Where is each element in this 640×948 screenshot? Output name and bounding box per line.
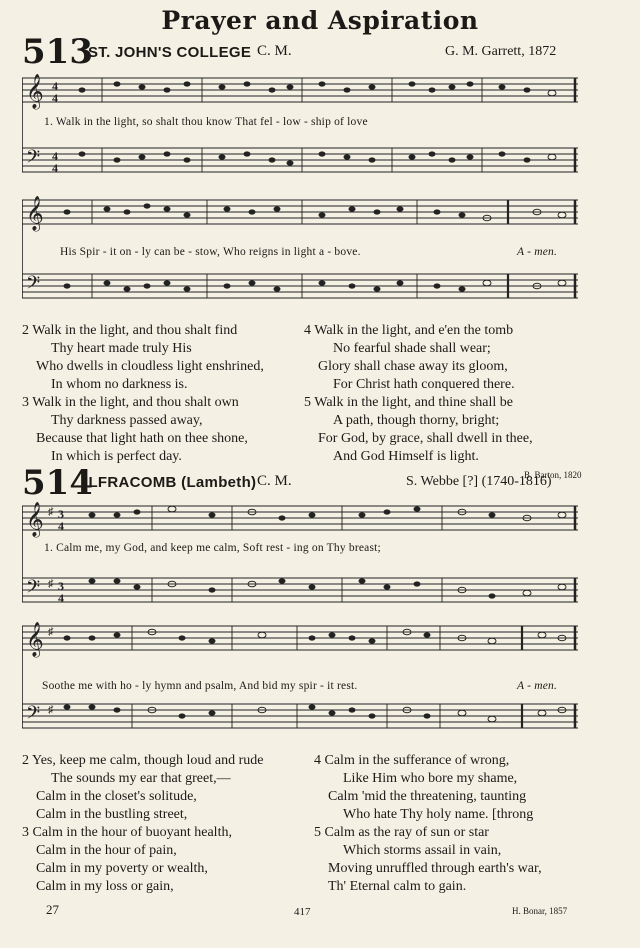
verse-line: For God, by grace, shall dwell in thee, [318, 431, 533, 446]
verses-513-left [22, 322, 264, 466]
svg-text:3: 3 [58, 579, 64, 593]
music-system-513-a [22, 68, 582, 188]
verse-line: Glory shall chase away its gloom, [318, 359, 508, 374]
lyric-line-513-1: 1. Walk in the light, so shalt thou know That fel - low - ship of love [44, 116, 368, 128]
verse-line: Calm in my poverty or wealth, [36, 861, 208, 876]
verse-line: Calm in the hour of pain, [36, 843, 177, 858]
verse-line: Moving unruffled through earth's war, [328, 861, 542, 876]
verse-line: Which storms assail in vain, [343, 843, 502, 858]
lyric-line-513-2: His Spir - it on - ly can be - stow, Who reigns in light a - bove. [60, 246, 361, 258]
lyric-line-514-1: 1. Calm me, my God, and keep me calm, Soft rest - ing on Thy breast; [44, 542, 381, 554]
verse-line: In whom no darkness is. [51, 377, 188, 392]
verse-line: In which is perfect day. [51, 449, 182, 464]
author-514: H. Bonar, 1857 [512, 906, 568, 916]
page-number: 417 [294, 906, 311, 918]
svg-text:𝄢: 𝄢 [26, 702, 41, 727]
tune-name-513: ST. JOHN'S COLLEGE [88, 44, 252, 61]
hymn-number-514: 514 [22, 463, 93, 503]
verse-line: Like Him who bore my shame, [343, 771, 518, 786]
hymn-number-513: 513 [22, 32, 93, 72]
composer-513: G. M. Garrett, 1872 [445, 44, 557, 59]
svg-text:♯: ♯ [48, 578, 54, 590]
author-513: B. Barton, 1820 [524, 470, 582, 480]
verse-line: 3 Walk in the light, and thou shalt own [22, 395, 239, 410]
svg-text:𝄞: 𝄞 [26, 503, 44, 536]
verse-line: Calm 'mid the threatening, taunting [328, 789, 527, 804]
svg-text:4: 4 [58, 591, 64, 605]
verse-line: And God Himself is light. [333, 449, 479, 464]
verse-line: Calm in my loss or gain, [36, 879, 174, 894]
verse-line: Th' Eternal calm to gain. [328, 879, 467, 894]
svg-text:4: 4 [52, 149, 58, 163]
verse-line: 5 Calm as the ray of sun or star [314, 825, 489, 840]
lyric-line-514-2: Soothe me with ho - ly hymn and psalm, And bid my spir - it rest. [42, 680, 358, 692]
verse-line: 4 Calm in the sufferance of wrong, [314, 753, 510, 768]
verse-line: Calm in the bustling street, [36, 807, 188, 822]
verse-line: 5 Walk in the light, and thine shall be [304, 395, 513, 410]
svg-text:𝄢: 𝄢 [26, 146, 41, 171]
svg-text:♯: ♯ [48, 704, 54, 716]
verse-line: Because that light hath on thee shone, [36, 431, 248, 446]
amen-514: A - men. [517, 680, 558, 692]
verse-line: Thy heart made truly His [51, 341, 192, 356]
svg-text:♯: ♯ [48, 506, 54, 518]
composer-514: S. Webbe [?] (1740-1816) [406, 474, 552, 489]
svg-text:4: 4 [52, 91, 58, 105]
svg-text:𝄞: 𝄞 [26, 623, 44, 656]
svg-text:4: 4 [58, 519, 64, 533]
verse-line: Who hate Thy holy name. [throng [343, 807, 534, 822]
meter-513: C. M. [257, 43, 292, 59]
verses-514-right [314, 752, 542, 896]
verse-line: A path, though thorny, bright; [333, 413, 500, 428]
svg-text:𝄞: 𝄞 [26, 197, 44, 230]
verse-line: No fearful shade shall wear; [333, 341, 491, 356]
tune-name-514: ILFRACOMB (Lambeth) [84, 474, 257, 491]
svg-text:♯: ♯ [48, 626, 54, 638]
verse-line: The sounds my ear that greet,— [51, 771, 231, 786]
svg-text:𝄞: 𝄞 [26, 75, 44, 108]
verse-line: 2 Yes, keep me calm, though loud and rude [22, 753, 264, 768]
svg-text:𝄢: 𝄢 [26, 576, 41, 601]
verse-line: Calm in the closet's solitude, [36, 789, 197, 804]
signature-mark: 27 [46, 902, 59, 917]
verse-line: Thy darkness passed away, [51, 413, 203, 428]
svg-text:4: 4 [52, 79, 58, 93]
music-system-514-a [22, 494, 582, 614]
music-system-514-b [22, 614, 582, 734]
verse-line: 2 Walk in the light, and thou shalt find [22, 323, 238, 338]
meter-514: C. M. [257, 473, 292, 489]
verses-514-left [22, 752, 263, 896]
verse-line: 3 Calm in the hour of buoyant health, [22, 825, 232, 840]
verse-line: 4 Walk in the light, and e'en the tomb [304, 323, 514, 338]
verses-513-right [304, 322, 533, 466]
amen-513: A - men. [517, 246, 558, 258]
verse-line: For Christ hath conquered there. [333, 377, 515, 392]
page-title: Prayer and Aspiration [161, 6, 479, 35]
verse-line: Who dwells in cloudless light enshrined, [36, 359, 264, 374]
svg-text:3: 3 [58, 507, 64, 521]
svg-text:𝄢: 𝄢 [26, 272, 41, 297]
svg-text:4: 4 [52, 161, 58, 175]
